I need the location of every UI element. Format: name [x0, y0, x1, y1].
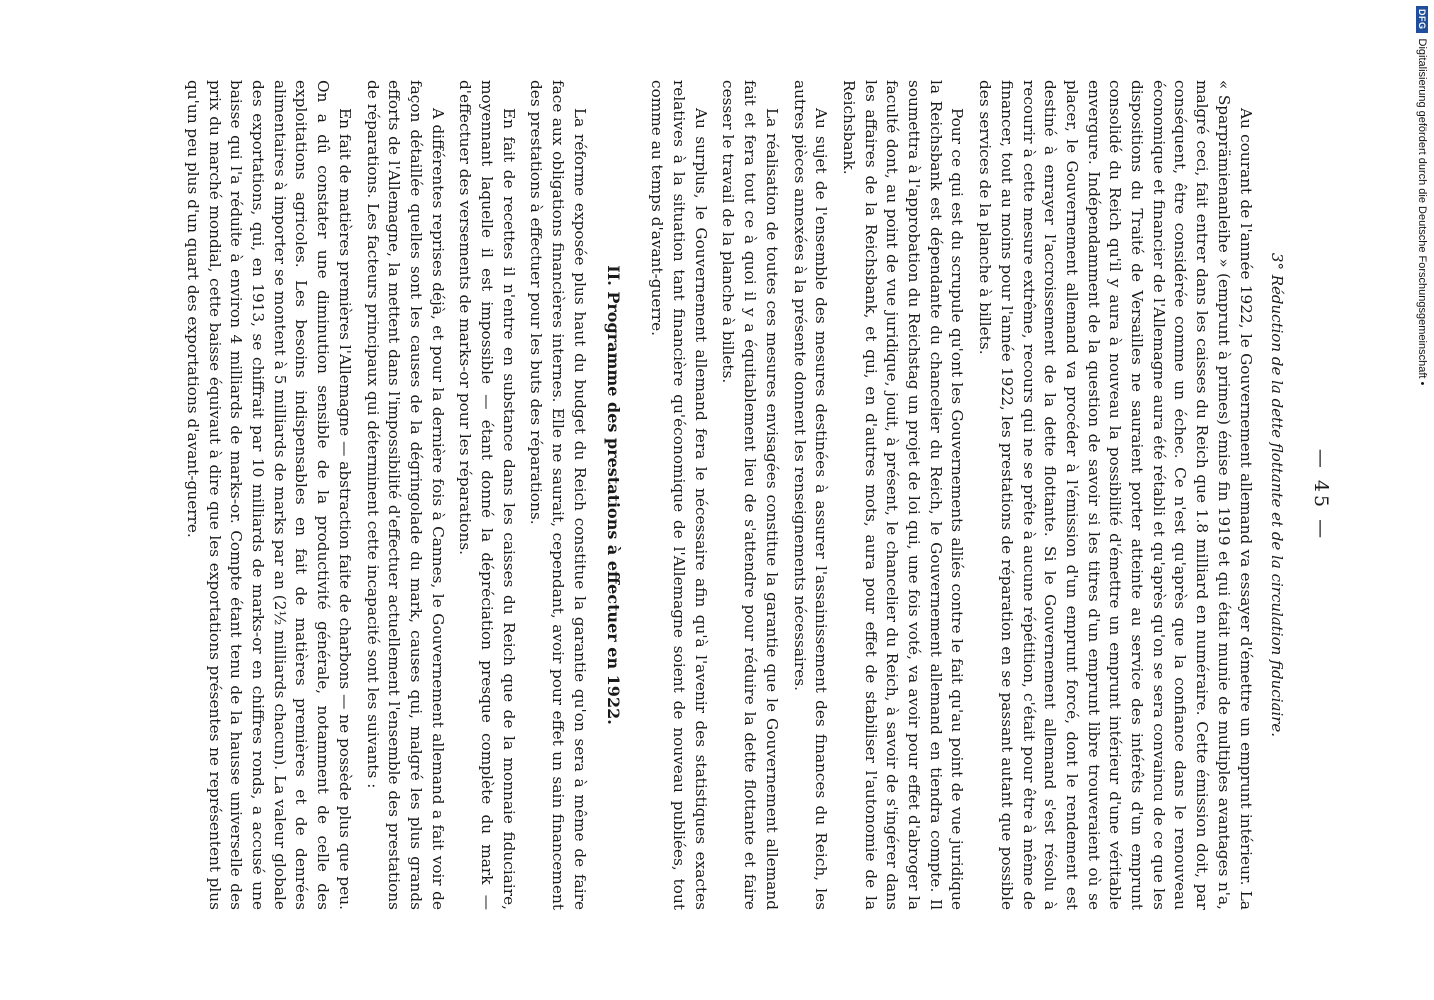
- paragraph-recettes: En fait de recettes il n'entre en substance dans les caisses du Reich que de la monnaie fiduciaire, moyennant laquelle il est impossible — étant donné la dépréciation presque complète du mark — d'effectuer des versements de marks-or pour les réparations.: [456, 80, 518, 910]
- attribution-text: Digitalisierung gefördert durch die Deutsche Forschungsgemeinschaft •: [1416, 38, 1428, 386]
- digitization-credit: [1410, 6, 1434, 996]
- paragraph-emprunt: Au courant de l'année 1922, le Gouvernement allemand va essayer d'émettre un emprunt intérieur. La « Sparprämienanleihe » (emprunt à primes) émise fin 1919 et qui était munie de multiples avantages n'a, malgré ceci, fait entrer dans les caisses du Reich que 1.8 milliard en numéraire. Cette émission doit, par conséquent, être considérée comme un échec. Ce n'est qu'après que la confiance dans le renouveau économique et financier de l'Allemagne aura été rétabli et qu'après qu'on se sera convaincu de ce que les dispositions du Traité de Versailles ne sauraient porter atteinte au service des intérêts d'un emprunt consolidé du Reich qu'il y aura à nouveau la possibilité d'émettre un emprunt intérieur d'une véritable envergure. Indépendamment de la question de savoir si les titres d'un emprunt libre trouveraient où se placer, le Gouvernement allemand va procéder à l'émission d'un emprunt forcé, dont le rendement est destiné à enrayer l'accroissement de la dette flottante. Si le Gouvernement allemand s'est résolu à recourir à cette mesure extrême, recours qui ne se prête à aucune répétition, c'était pour être à même de financer, tout au moins pour l'année 1922, les prestations de réparation en se passant autant que possible des services de la planche à billets.: [976, 80, 1255, 910]
- chapter-title: II. Programme des prestations à effectuer en 1922.: [603, 265, 623, 725]
- document-page: [95, 80, 1335, 910]
- section-title: 3° Réduction de la dette flottante et de la circulation fiduciaire.: [1268, 252, 1287, 738]
- paragraph-reprises: A différentes reprises déjà, et pour la dernière fois à Cannes, le Gouvernement allemand a fait voir de façon détaillée quelles sont les causes de la dégringolade du mark, causes qui, malgré les plus grands efforts de l'Allemagne, la mettent dans l'impossibilité d'effectuer actuellement l'ensemble des prestations de réparations. Les facteurs principaux qui déterminent cette incapacité sont les suivants :: [363, 80, 447, 910]
- paragraph-garantie: La réalisation de toutes ces mesures envisagées constitue la garantie que le Gouvernement allemand fait et fera tout ce à quoi il y a équitablement lieu de s'attendre pour réduire la dette flottante et faire cesser le travail de la planche à billets.: [719, 80, 781, 910]
- paragraph-reforme: La réforme exposée plus haut du budget du Reich constitue la garantie qu'on sera à même de faire face aux obligations financières internes. Elle ne saurait, cependant, avoir pour effet un sain financement des prestations à effectuer pour les buts des réparations.: [527, 80, 589, 910]
- paragraph-reichsbank: Pour ce qui est du scrupule qu'ont les Gouvernements alliés contre le fait qu'au point de vue juridique la Reichsbank est dépendante du chancelier du Reich, le Gouvernement allemand en tiendra compte. Il soumettra à l'approbation du Reichstag un projet de loi qui, une fois voté, va avoir pour effet d'abroger la faculté dont, au point de vue juridique, jouit, à présent, le chancelier du Reich, à savoir de s'ingérer dans les affaires de la Reichsbank, et qui, en d'autres mots, aura pour effet de stabiliser l'autonomie de la Reichsbank.: [839, 80, 967, 910]
- page-number: — 45 —: [1310, 448, 1332, 542]
- paragraph-matieres: En fait de matières premières l'Allemagne — abstraction faite de charbons — ne possède plus que peu. On a dû constater une diminution sensible de la productivité générale, notamment de celle des exploitations agricoles. Les besoins indispensables en fait de matières premières et de denrées alimentaires à importer se montent à 5 milliards de marks par an (2½ milliards chacun). La valeur globale des exportations, qui, en 1913, se chiffrait par 10 milliards de marks-or en chiffres ronds, a accusé une baisse qui l'a réduite à environ 4 milliards de marks-or. Compte étant tenu de la hausse universelle des prix du marché mondial, cette baisse équivaut à dire que les exportations présentes ne représentent plus qu'un peu plus d'un quart des exportations d'avant-guerre.: [183, 80, 354, 910]
- page-content: [95, 80, 1335, 910]
- dfg-logo: DFG: [1416, 6, 1428, 33]
- paragraph-mesures: Au sujet de l'ensemble des mesures destinées à assurer l'assainissement des finances du Reich, les autres pièces annexées à la présente donnent les renseignements nécessaires.: [790, 80, 831, 910]
- paragraph-statistiques: Au surplus, le Gouvernement allemand fera le nécessaire afin qu'à l'avenir des statistiques exactes relatives à la situation tant financière qu'économique de l'Allemagne soient de nouveau publiées, tout comme au temps d'avant-guerre.: [648, 80, 710, 910]
